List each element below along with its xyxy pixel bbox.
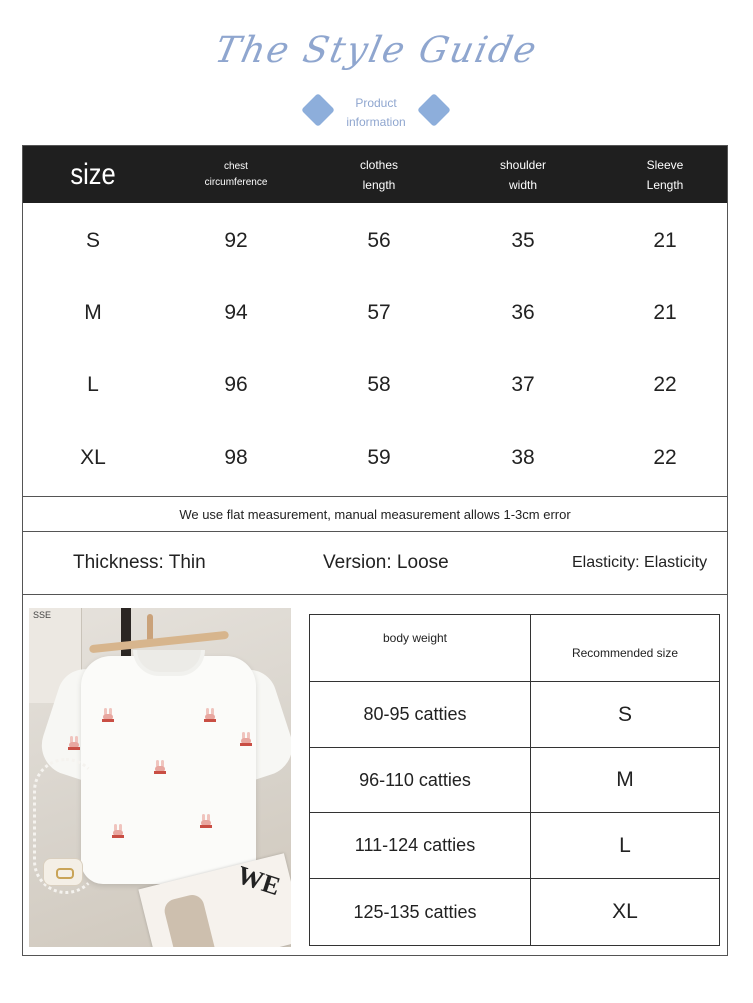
bunny-embroidery-icon	[205, 708, 215, 722]
thickness-label: Thickness: Thin	[73, 552, 206, 573]
rec-size: M	[616, 768, 634, 791]
rec-size: XL	[612, 900, 638, 923]
rec-weight: 125-135 catties	[353, 901, 477, 922]
style-guide-title: The Style Guide	[211, 30, 542, 71]
col-clothes-line2: length	[362, 177, 396, 192]
size-table-header	[23, 146, 727, 203]
rec-table-header	[310, 615, 719, 682]
magazine-top-text: SSE	[33, 610, 52, 620]
table-row	[310, 813, 719, 879]
badge-line1: Product	[355, 96, 397, 110]
product-attributes	[23, 532, 727, 595]
cell-chest: 94	[224, 301, 248, 324]
col-sleeve-line2: Length	[646, 177, 684, 192]
col-clothes-line1: clothes	[359, 157, 399, 172]
product-photo	[29, 608, 291, 947]
badge-text	[336, 94, 416, 132]
cell-sleeve: 21	[653, 229, 677, 252]
cell-length: 58	[367, 373, 391, 396]
table-row	[310, 879, 719, 945]
cell-sleeve: 21	[653, 301, 677, 324]
magazine-figure	[162, 892, 215, 947]
rec-weight: 80-95 catties	[363, 704, 467, 724]
cell-size: S	[85, 229, 100, 252]
bunny-embroidery-icon	[113, 824, 123, 838]
cell-sleeve: 22	[653, 446, 677, 469]
col-shoulder-line1: shoulder	[499, 157, 547, 172]
cell-shoulder: 37	[511, 373, 535, 396]
cell-sleeve: 22	[653, 373, 677, 396]
cell-shoulder: 38	[511, 446, 535, 469]
cell-shoulder: 35	[511, 229, 535, 252]
elasticity-label: Elasticity: Elasticity	[572, 554, 708, 571]
col-clothes-length	[309, 146, 449, 203]
bunny-embroidery-icon	[69, 736, 79, 750]
diamond-left-icon	[301, 93, 335, 127]
rec-weight: 111-124 catties	[354, 835, 476, 855]
col-sleeve-line1: Sleeve	[646, 157, 684, 172]
rec-weight: 96-110 catties	[359, 769, 471, 790]
cell-chest: 98	[224, 446, 248, 469]
rec-size: L	[619, 833, 631, 857]
table-row	[23, 422, 727, 494]
measurement-note: We use flat measurement, manual measurement allows 1-3cm error	[23, 496, 727, 532]
col-shoulder-width	[453, 146, 593, 203]
col-sleeve-length	[595, 146, 735, 203]
col-size	[34, 146, 153, 203]
rec-size: S	[617, 702, 632, 726]
col-size-label: size	[70, 157, 116, 191]
cell-length: 56	[367, 229, 391, 252]
col-chest	[166, 146, 306, 203]
badge-line2: information	[346, 115, 406, 129]
size-table	[22, 145, 728, 956]
tshirt-image	[81, 656, 256, 884]
col-chest-line2: circumference	[204, 176, 268, 188]
bag-clasp-icon	[56, 868, 74, 879]
cell-size: L	[87, 373, 99, 396]
cell-chest: 92	[224, 229, 248, 252]
mini-bag	[43, 858, 83, 886]
cell-chest: 96	[224, 373, 248, 396]
magazine-bottom-text: WE	[233, 860, 284, 902]
bunny-embroidery-icon	[155, 760, 165, 774]
rec-header-size: Recommended size	[571, 646, 679, 660]
rec-header-weight: body weight	[382, 631, 448, 645]
product-information-badge	[300, 90, 452, 134]
version-label: Version: Loose	[323, 552, 449, 573]
table-row	[23, 205, 727, 277]
table-row	[23, 349, 727, 421]
cell-size: M	[84, 301, 102, 324]
size-recommendation-table	[309, 614, 720, 946]
bunny-embroidery-icon	[201, 814, 211, 828]
cell-size: XL	[80, 446, 106, 469]
bunny-embroidery-icon	[103, 708, 113, 722]
cell-length: 59	[367, 446, 391, 469]
cell-length: 57	[367, 301, 391, 324]
table-row	[310, 748, 719, 813]
col-shoulder-line2: width	[508, 177, 537, 192]
bunny-embroidery-icon	[241, 732, 251, 746]
col-chest-line1: chest	[224, 160, 248, 172]
cell-shoulder: 36	[511, 301, 535, 324]
table-row	[23, 277, 727, 349]
table-row	[310, 682, 719, 748]
diamond-right-icon	[417, 93, 451, 127]
header	[0, 0, 753, 140]
